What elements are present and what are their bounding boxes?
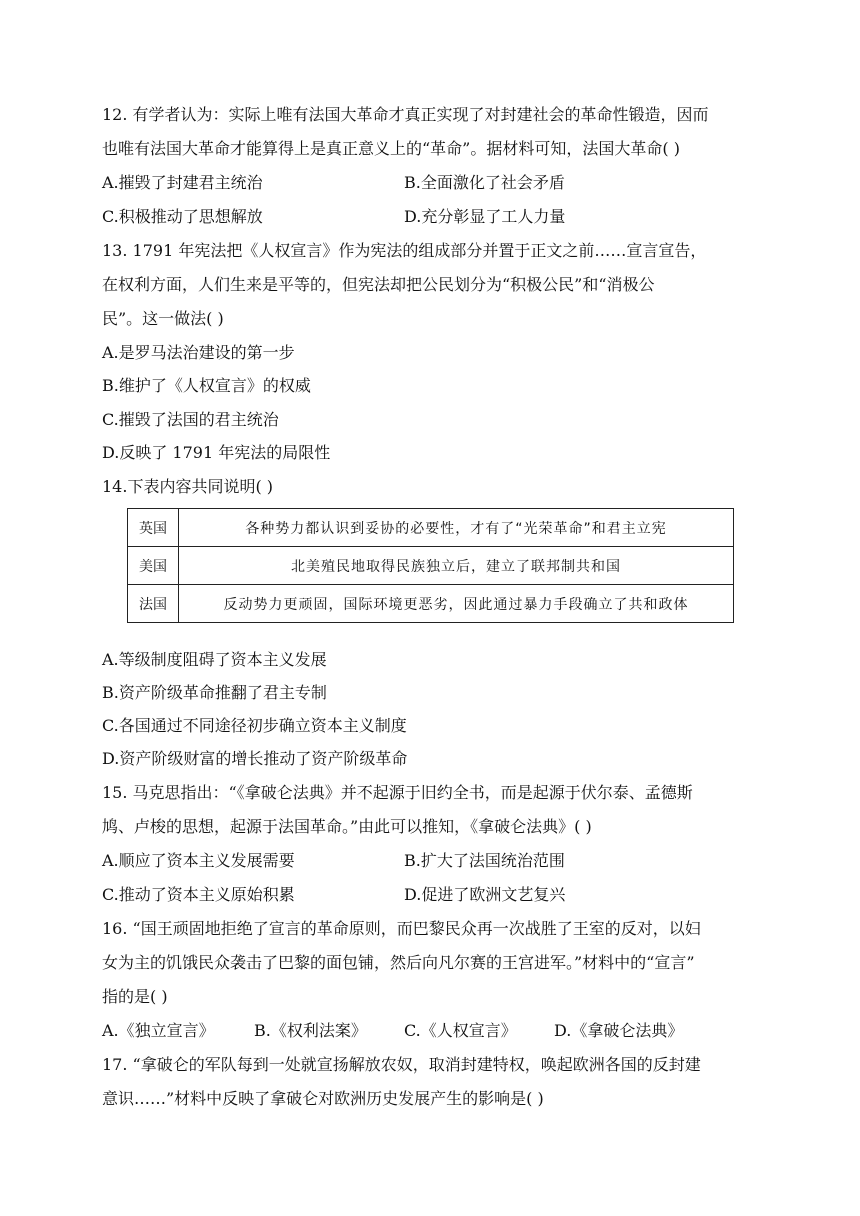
q15-stem-line2: 鸠、卢梭的思想，起源于法国革命。”由此可以推知，《拿破仑法典》( ): [102, 817, 592, 836]
q16-stem-line3: 指的是( ): [102, 987, 168, 1006]
table-row: [128, 585, 734, 623]
q16-option-a: A.《独立宣言》: [102, 1021, 215, 1040]
table-cell-desc: 北美殖民地取得民族独立后，建立了联邦制共和国: [179, 547, 734, 585]
q16-stem-line1: 16. “国王顽固地拒绝了宣言的革命原则，而巴黎民众再一次战胜了王室的反对，以妇: [102, 919, 701, 938]
q12-option-b: B.全面激化了社会矛盾: [404, 173, 565, 192]
table-cell-desc: 各种势力都认识到妥协的必要性，才有了“光荣革命”和君主立宪: [179, 509, 734, 547]
table-cell-desc: 反动势力更顽固，国际环境更恶劣，因此通过暴力手段确立了共和政体: [179, 585, 734, 623]
q15-option-a: A.顺应了资本主义发展需要: [102, 851, 295, 870]
q16-option-b: B.《权利法案》: [254, 1021, 367, 1040]
q14-option-c: C.各国通过不同途径初步确立资本主义制度: [102, 716, 407, 735]
q12-option-a: A.摧毁了封建君主统治: [102, 173, 263, 192]
q15-stem-line1: 15. 马克思指出：“《拿破仑法典》并不起源于旧约全书，而是起源于伏尔泰、孟德斯: [102, 783, 693, 802]
q12-option-d: D.充分彰显了工人力量: [404, 207, 566, 226]
q12-option-c: C.积极推动了思想解放: [102, 207, 263, 226]
table-cell-country: 法国: [128, 585, 179, 623]
q13-option-c: C.摧毁了法国的君主统治: [102, 410, 279, 429]
q14-option-d: D.资产阶级财富的增长推动了资产阶级革命: [102, 749, 408, 768]
q13-option-b: B.维护了《人权宣言》的权威: [102, 376, 311, 395]
q13-stem-line2: 在权利方面，人们生来是平等的，但宪法却把公民划分为“积极公民”和“消极公: [102, 275, 655, 294]
q13-stem-line1: 13. 1791 年宪法把《人权宣言》作为宪法的组成部分并置于正文之前……宣言宣告，: [102, 241, 707, 260]
q12-stem-line2: 也唯有法国大革命才能算得上是真正意义上的“革命”。据材料可知，法国大革命( ): [102, 139, 680, 158]
q13-option-d: D.反映了 1791 年宪法的局限性: [102, 443, 331, 462]
q14-stem: 14.下表内容共同说明( ): [102, 477, 274, 496]
q17-stem-line1: 17. “拿破仑的军队每到一处就宣扬解放农奴，取消封建特权，唤起欧洲各国的反封建: [102, 1055, 701, 1074]
q16-stem-line2: 女为主的饥饿民众袭击了巴黎的面包铺，然后向凡尔赛的王宫进军。”材料中的“宣言”: [102, 953, 695, 972]
q16-option-c: C.《人权宣言》: [404, 1021, 517, 1040]
q15-option-c: C.推动了资本主义原始积累: [102, 885, 295, 904]
q13-stem-line3: 民”。这一做法( ): [102, 309, 224, 328]
q12-stem-line1: 12. 有学者认为：实际上唯有法国大革命才真正实现了对封建社会的革命性锻造，因而: [102, 105, 709, 124]
q14-table: [127, 508, 734, 623]
q13-option-a: A.是罗马法治建设的第一步: [102, 343, 295, 362]
q15-option-d: D.促进了欧洲文艺复兴: [404, 885, 566, 904]
q17-stem-line2: 意识……”材料中反映了拿破仑对欧洲历史发展产生的影响是( ): [102, 1089, 544, 1108]
table-row: [128, 509, 734, 547]
q14-option-a: A.等级制度阻碍了资本主义发展: [102, 650, 327, 669]
table-cell-country: 美国: [128, 547, 179, 585]
table-row: [128, 547, 734, 585]
table-cell-country: 英国: [128, 509, 179, 547]
q14-option-b: B.资产阶级革命推翻了君主专制: [102, 683, 327, 702]
q15-option-b: B.扩大了法国统治范围: [404, 851, 565, 870]
q16-option-d: D.《拿破仑法典》: [554, 1021, 684, 1040]
